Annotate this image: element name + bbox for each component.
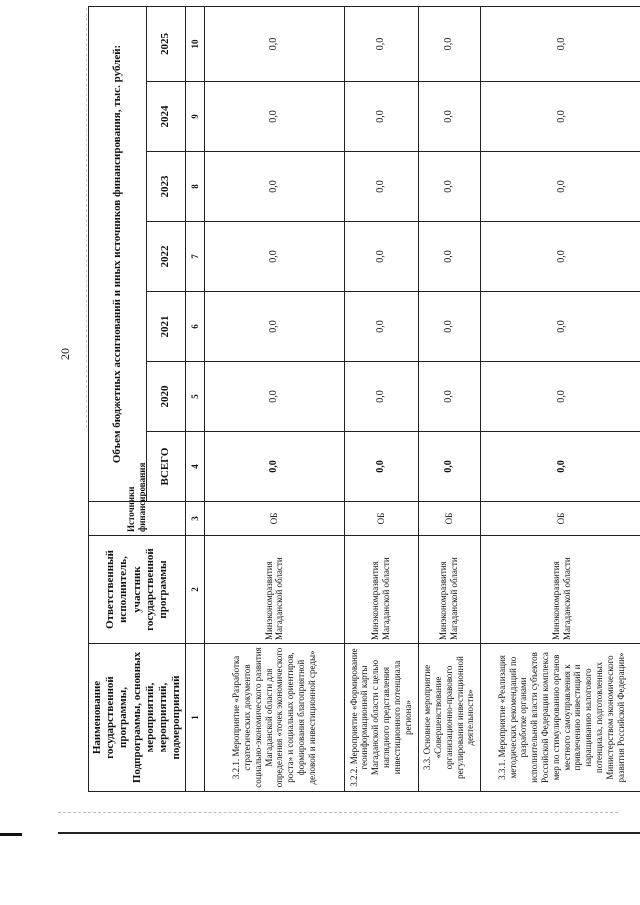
row-value: 0,0 xyxy=(480,362,640,432)
header-responsible: Ответственный исполнитель, участник государственной программы xyxy=(89,536,186,644)
row-source: ОБ xyxy=(344,502,418,536)
row-value: 0,0 xyxy=(418,82,480,152)
row-total: 0,0 xyxy=(205,432,344,502)
scan-artifact-mark xyxy=(0,833,22,836)
header-name: Наименование государственной программы, Подпрограммы, основных мероприятий, мероприятий, подмероприятий xyxy=(89,644,186,792)
row-value: 0,0 xyxy=(205,292,344,362)
header-total: ВСЕГО xyxy=(146,432,185,502)
header-year: 2022 xyxy=(146,222,185,292)
row-value: 0,0 xyxy=(205,222,344,292)
column-number: 7 xyxy=(186,222,205,292)
table-row xyxy=(344,6,418,791)
column-number: 9 xyxy=(186,82,205,152)
page-edge-line xyxy=(58,832,640,834)
header-year: 2025 xyxy=(146,6,185,81)
column-number: 2 xyxy=(186,536,205,644)
row-value: 0,0 xyxy=(344,292,418,362)
row-value: 0,0 xyxy=(418,222,480,292)
row-value: 0,0 xyxy=(418,152,480,222)
financing-table xyxy=(88,6,640,792)
header-year: 2020 xyxy=(146,362,185,432)
row-value: 0,0 xyxy=(344,222,418,292)
table-row xyxy=(205,6,344,791)
row-responsible: Минэкономразвития Магаданской области xyxy=(418,536,480,644)
row-value: 0,0 xyxy=(480,82,640,152)
row-responsible: Минэкономразвития Магаданской области xyxy=(480,536,640,644)
row-value: 0,0 xyxy=(418,6,480,81)
column-number: 4 xyxy=(186,432,205,502)
row-total: 0,0 xyxy=(344,432,418,502)
row-source: ОБ xyxy=(418,502,480,536)
row-value: 0,0 xyxy=(418,362,480,432)
row-value: 0,0 xyxy=(205,6,344,81)
column-number: 1 xyxy=(186,644,205,792)
row-total: 0,0 xyxy=(480,432,640,502)
row-value: 0,0 xyxy=(418,292,480,362)
column-number: 5 xyxy=(186,362,205,432)
header-year: 2021 xyxy=(146,292,185,362)
row-value: 0,0 xyxy=(480,152,640,222)
row-value: 0,0 xyxy=(205,362,344,432)
header-year: 2023 xyxy=(146,152,185,222)
row-value: 0,0 xyxy=(480,292,640,362)
row-name: 3.2.2. Мероприятие «Формирование геоинформационной карты Магаданской области с целью наглядного представления инвестиционного потенциала региона» xyxy=(344,644,418,792)
row-value: 0,0 xyxy=(205,82,344,152)
row-name: 3.3. Основное мероприятие «Совершенствование организационно-правового регулирования инвестиционной деятельности» xyxy=(418,644,480,792)
row-value: 0,0 xyxy=(344,152,418,222)
row-value: 0,0 xyxy=(480,222,640,292)
row-value: 0,0 xyxy=(480,6,640,81)
row-value: 0,0 xyxy=(205,152,344,222)
row-name: 3.2.1. Мероприятие «Разработка стратегических документов социально-экономического развития Магаданской области для определения «точек экономического роста» и социальных ориентиров, формирования благоприятной деловой и инвестиционной среды» xyxy=(205,644,344,792)
table-row xyxy=(480,6,640,791)
row-responsible: Минэкономразвития Магаданской области xyxy=(344,536,418,644)
header-year: 2024 xyxy=(146,82,185,152)
row-total: 0,0 xyxy=(418,432,480,502)
column-number: 3 xyxy=(186,502,205,536)
row-value: 0,0 xyxy=(344,362,418,432)
column-number: 8 xyxy=(186,152,205,222)
column-number: 10 xyxy=(186,6,205,81)
page-number: 20 xyxy=(58,348,72,360)
row-name: 3.3.1. Мероприятие «Реализация методических рекомендаций по разработке органами исполнительной власти субъектов Российской Федерации комплекса мер по стимулированию органов местного самоуправления к привлечению инвестиций и наращиванию налогового потенциала, подготовленных Министерством экономического развития Российской Федерации» xyxy=(480,644,640,792)
header-source: Источники финансирования xyxy=(89,502,186,536)
row-value: 0,0 xyxy=(344,6,418,81)
row-source: ОБ xyxy=(480,502,640,536)
table-row xyxy=(418,6,480,791)
row-responsible: Минэкономразвития Магаданской области xyxy=(205,536,344,644)
rotated-table-wrapper xyxy=(88,7,626,792)
header-financing: Объем бюджетных ассигнований и иных источников финансирования, тыс. рублей: xyxy=(89,6,147,501)
row-source: ОБ xyxy=(205,502,344,536)
row-value: 0,0 xyxy=(344,82,418,152)
column-number: 6 xyxy=(186,292,205,362)
scan-artifact-line xyxy=(58,812,618,813)
